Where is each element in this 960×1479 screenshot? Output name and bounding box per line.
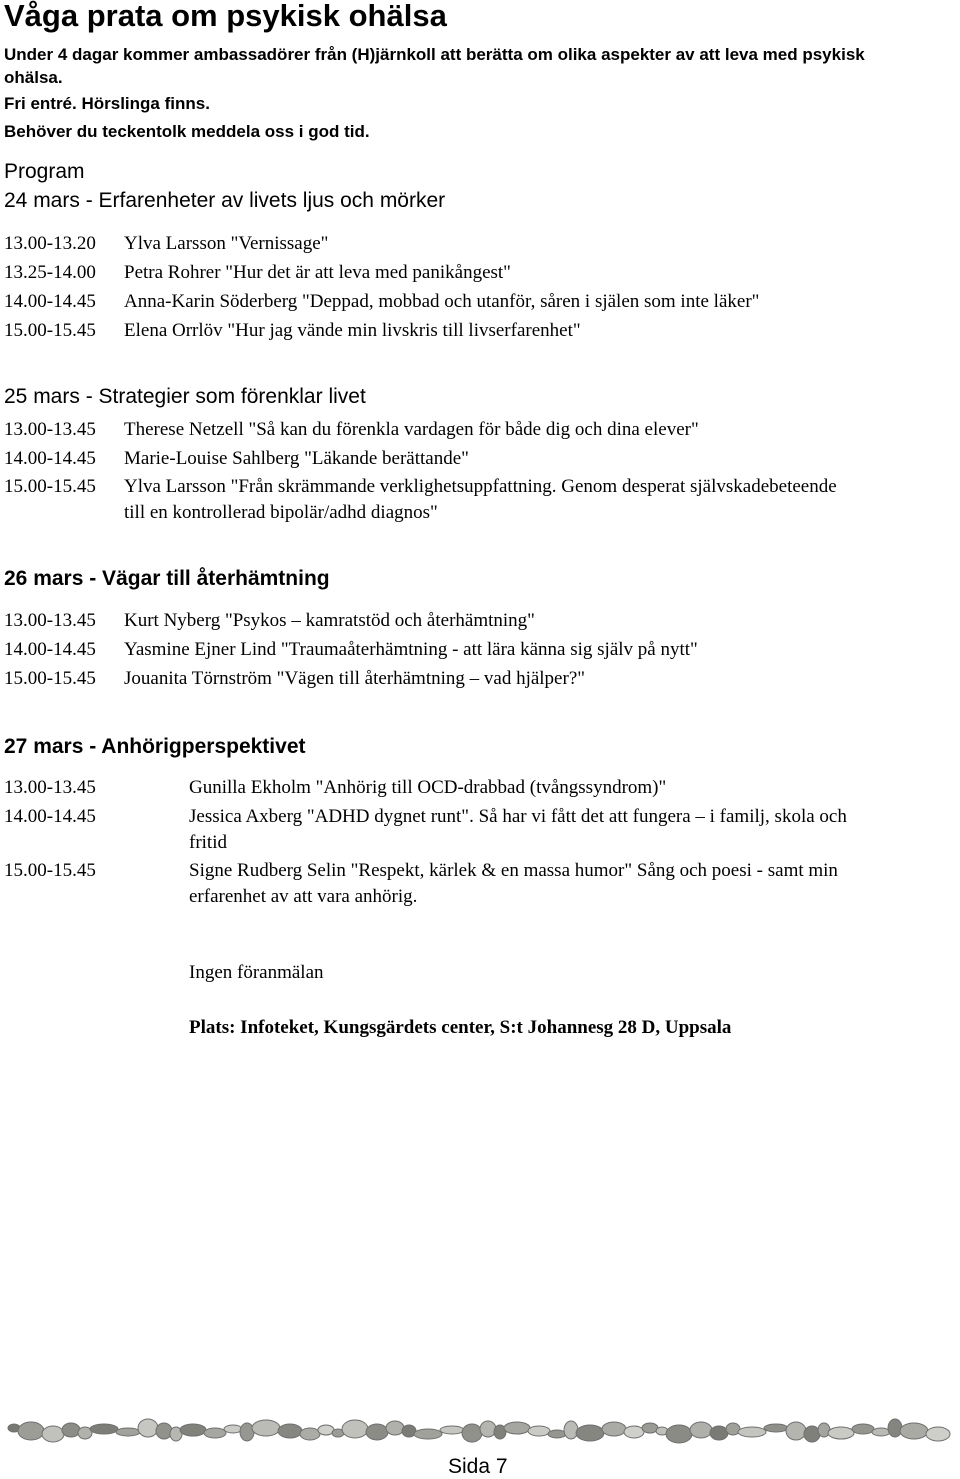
stone-shape (116, 1428, 140, 1436)
item-text: Ylva Larsson "Vernissage" (124, 233, 329, 254)
program-item (4, 668, 585, 690)
item-time: 14.00-14.45 (4, 448, 96, 469)
item-time: 13.00-13.45 (4, 610, 96, 631)
stone-shape (738, 1427, 766, 1437)
stone-shape (666, 1425, 692, 1443)
item-text: Yasmine Ejner Lind "Traumaåterhämtning - att lära känna sig själv på nytt" (124, 639, 698, 660)
stone-shape (926, 1427, 950, 1441)
stone-shape (804, 1426, 820, 1442)
program-item (4, 806, 847, 828)
stone-shape (900, 1423, 928, 1439)
stone-shape (386, 1421, 404, 1435)
day-heading: 26 mars - Vägar till återhämtning (4, 567, 330, 590)
item-time: 14.00-14.45 (4, 291, 96, 312)
program-item (4, 610, 535, 632)
stone-shape (528, 1426, 550, 1436)
stone-shape (252, 1420, 280, 1436)
no-registration-note: Ingen föranmälan (189, 962, 324, 983)
program-item (4, 777, 666, 799)
stone-shape (278, 1424, 302, 1438)
program-item (4, 419, 699, 441)
item-time: 13.00-13.45 (4, 777, 96, 798)
program-item (4, 262, 511, 284)
stone-shape (602, 1422, 626, 1436)
day-heading: 24 mars - Erfarenheter av livets ljus och mörker (4, 189, 446, 212)
item-text: Gunilla Ekholm "Anhörig till OCD-drabbad (tvångssyndrom)" (189, 777, 667, 798)
stone-shape (764, 1424, 788, 1432)
stone-shape (872, 1428, 890, 1436)
stone-shape (300, 1428, 320, 1440)
stone-shape (710, 1426, 728, 1440)
program-item (4, 291, 759, 313)
item-text: Elena Orrlöv "Hur jag vände min livskris till livserfarenhet" (124, 320, 581, 341)
stone-shape (156, 1423, 172, 1439)
item-text: Marie-Louise Sahlberg "Läkande berättande" (124, 448, 469, 469)
stone-shape (548, 1430, 566, 1438)
stone-shape (786, 1422, 806, 1440)
program-item (4, 639, 698, 661)
stone-shape (414, 1429, 442, 1439)
program-item (4, 860, 838, 882)
item-time: 13.00-13.20 (4, 233, 96, 254)
program-item (4, 233, 328, 255)
item-text-continued: erfarenhet av att vara anhörig. (189, 886, 418, 907)
item-text: Jouanita Törnström "Vägen till återhämtning – vad hjälper?" (124, 668, 586, 689)
program-item (4, 476, 837, 498)
stone-shape (852, 1424, 874, 1434)
item-text-continued: till en kontrollerad bipolär/adhd diagnos" (124, 502, 438, 523)
stone-shape (690, 1422, 712, 1438)
stone-shape (504, 1422, 530, 1434)
stone-shape (342, 1420, 368, 1438)
stone-shape (462, 1424, 482, 1442)
item-text: Signe Rudberg Selin "Respekt, kärlek & en massa humor" Sång och poesi - samt min (189, 860, 838, 881)
intro-line: Under 4 dagar kommer ambassadörer från (H)järnkoll att berätta om olika aspekter av att leva med psykisk (4, 45, 865, 64)
page-title: Våga prata om psykisk ohälsa (4, 0, 447, 33)
program-item (4, 320, 581, 342)
stone-shape (204, 1428, 226, 1438)
item-time: 15.00-15.45 (4, 668, 96, 689)
page-number: Sida 7 (448, 1455, 508, 1478)
stone-shape (62, 1423, 80, 1437)
item-text: Ylva Larsson "Från skrämmande verklighetsuppfattning. Genom desperat självskadebeteende (124, 476, 837, 497)
item-time: 13.00-13.45 (4, 419, 96, 440)
stone-shape (224, 1425, 242, 1433)
item-text-continued: fritid (189, 832, 227, 853)
item-text: Petra Rohrer "Hur det är att leva med panikångest" (124, 262, 511, 283)
item-time: 15.00-15.45 (4, 320, 96, 341)
item-text: Jessica Axberg "ADHD dygnet runt". Så har vi fått det att fungera – i familj, skola och (189, 806, 847, 827)
stone-shape (138, 1419, 158, 1437)
day-heading: 27 mars - Anhörigperspektivet (4, 735, 306, 758)
stone-border-decoration (0, 1412, 960, 1450)
stone-shape (480, 1421, 496, 1437)
stone-shape (366, 1424, 388, 1440)
stone-shape (888, 1419, 902, 1437)
item-time: 15.00-15.45 (4, 860, 96, 881)
program-item (4, 448, 469, 470)
item-time: 15.00-15.45 (4, 476, 96, 497)
intro-line: ohälsa. (4, 68, 63, 87)
stone-shape (90, 1424, 118, 1434)
item-text: Therese Netzell "Så kan du förenkla vardagen för både dig och dina elever" (124, 419, 699, 440)
stone-shape (18, 1422, 44, 1440)
stone-shape (828, 1427, 854, 1439)
item-text: Anna-Karin Söderberg "Deppad, mobbad och utanför, såren i själen som inte läker" (124, 291, 760, 312)
intro-line: Behöver du teckentolk meddela oss i god tid. (4, 122, 370, 141)
item-time: 13.25-14.00 (4, 262, 96, 283)
venue: Plats: Infoteket, Kungsgärdets center, S:t Johannesg 28 D, Uppsala (189, 1017, 732, 1038)
day-heading: 25 mars - Strategier som förenklar livet (4, 385, 366, 408)
stone-shape (180, 1424, 206, 1436)
item-text: Kurt Nyberg "Psykos – kamratstöd och återhämtning" (124, 610, 535, 631)
item-time: 14.00-14.45 (4, 806, 96, 827)
stone-shape (440, 1426, 464, 1434)
stone-shape (576, 1425, 604, 1441)
stone-shape (564, 1421, 578, 1439)
stone-shape (240, 1423, 254, 1441)
intro-line: Fri entré. Hörslinga finns. (4, 94, 210, 113)
program-label: Program (4, 160, 85, 183)
item-time: 14.00-14.45 (4, 639, 96, 660)
stone-shape (624, 1426, 644, 1438)
stone-shape (42, 1426, 64, 1442)
